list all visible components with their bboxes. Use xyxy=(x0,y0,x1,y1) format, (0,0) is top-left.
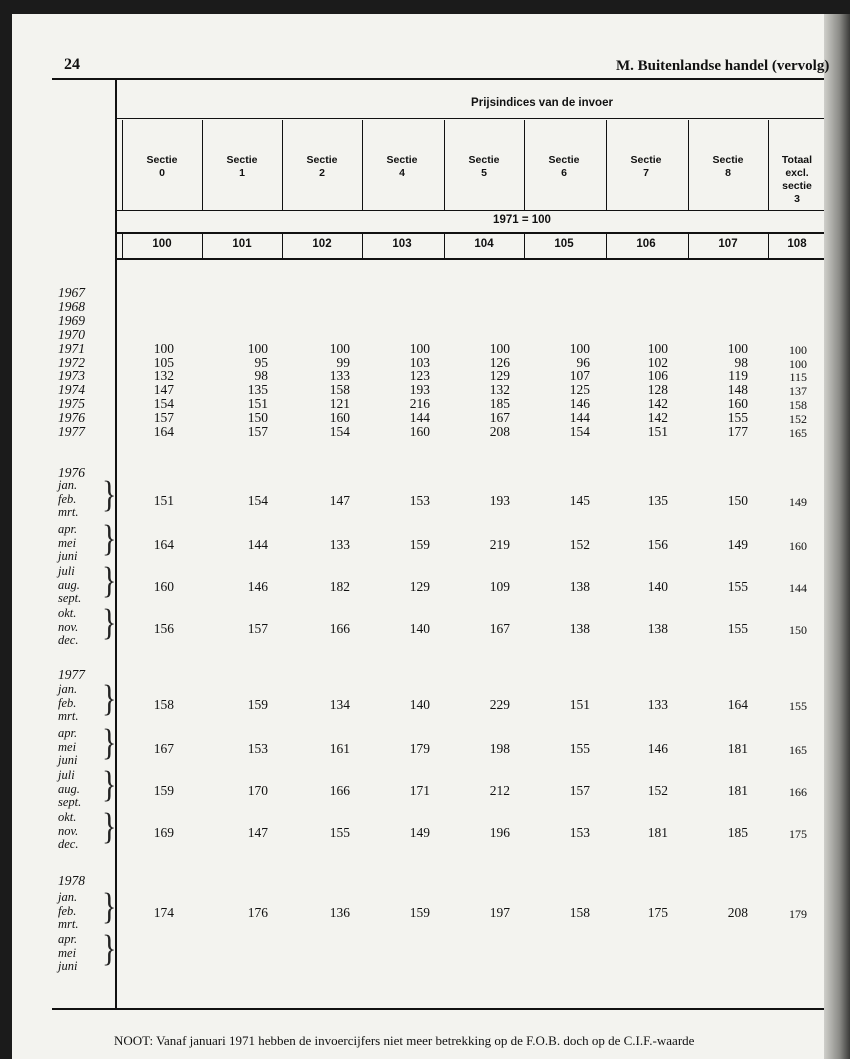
table-cell: 193 xyxy=(489,493,510,508)
table-cell: 164 xyxy=(727,697,748,712)
year-label: 1976 xyxy=(58,410,85,426)
table-cell: 106 xyxy=(647,368,668,384)
quarter-brace: } xyxy=(102,601,117,643)
document-page xyxy=(12,14,830,1059)
year-label: 1975 xyxy=(58,396,85,412)
table-cell: 100 xyxy=(247,340,268,356)
table-cell: 145 xyxy=(569,493,590,508)
table-cell: 132 xyxy=(153,368,174,384)
table-cell: 157 xyxy=(569,783,590,798)
year-label: 1973 xyxy=(58,368,85,384)
column-header-line: Sectie xyxy=(306,154,338,166)
table-cell: 100 xyxy=(153,340,174,356)
table-cell: 193 xyxy=(409,382,430,398)
column-number: 100 xyxy=(152,238,172,250)
quarter-brace: } xyxy=(102,517,117,559)
table-cell: 144 xyxy=(247,537,268,552)
month-label: mei xyxy=(58,535,77,550)
month-label: apr. xyxy=(58,522,78,536)
column-header-line: 0 xyxy=(159,167,165,179)
table-cell: 216 xyxy=(409,396,430,412)
column-header-line: 3 xyxy=(794,193,800,205)
table-cell: 148 xyxy=(727,382,748,398)
quarter-brace: } xyxy=(102,559,117,601)
table-cell: 158 xyxy=(569,905,590,920)
table-cell: 167 xyxy=(153,741,174,756)
table-cell: 152 xyxy=(789,412,807,427)
quarter-brace: } xyxy=(102,885,117,927)
table-cell: 140 xyxy=(409,697,430,712)
table-cell: 155 xyxy=(789,699,807,713)
table-cell: 174 xyxy=(153,905,174,920)
month-label: juni xyxy=(58,959,78,973)
table-cell: 146 xyxy=(569,396,590,412)
month-label: feb. xyxy=(58,695,77,710)
page-number: 24 xyxy=(64,56,80,73)
table-cell: 157 xyxy=(247,424,268,439)
table-cell: 95 xyxy=(254,354,268,370)
column-header-line: Sectie xyxy=(548,154,580,166)
table-cell: 179 xyxy=(789,907,807,921)
column-header xyxy=(688,154,768,180)
table-cell: 196 xyxy=(489,825,510,840)
table-cell: 156 xyxy=(647,537,668,552)
month-label: nov. xyxy=(58,619,79,634)
table-cell: 144 xyxy=(569,410,590,426)
year-label: 1977 xyxy=(58,667,85,682)
month-label: mrt. xyxy=(58,505,79,519)
table-cell: 115 xyxy=(789,370,807,385)
table-cell: 152 xyxy=(569,537,590,552)
year-label: 1970 xyxy=(58,326,85,342)
year-label: 1971 xyxy=(58,340,85,356)
quarter-brace: } xyxy=(102,763,117,805)
table-cell: 121 xyxy=(329,396,350,412)
table-cell: 181 xyxy=(727,741,748,756)
month-label: apr. xyxy=(58,726,78,740)
table-cell: 151 xyxy=(647,424,668,439)
table-cell: 153 xyxy=(409,493,430,508)
column-number: 101 xyxy=(232,238,252,250)
table-cell: 129 xyxy=(489,368,510,384)
table-cell: 166 xyxy=(329,783,350,798)
table-cell: 150 xyxy=(789,623,807,637)
column-header-line: Totaal xyxy=(781,154,813,166)
quarter-brace: } xyxy=(102,927,117,969)
table-cell: 100 xyxy=(409,340,430,356)
colnum-rule-top xyxy=(115,232,824,234)
table-cell: 142 xyxy=(647,396,668,412)
column-number: 104 xyxy=(474,238,494,250)
column-header-line: 5 xyxy=(481,167,487,179)
table-cell: 229 xyxy=(489,697,510,712)
table-cell: 96 xyxy=(576,354,590,370)
table-cell: 159 xyxy=(153,783,174,798)
table-cell: 212 xyxy=(489,783,510,798)
month-label: apr. xyxy=(58,932,78,946)
table-cell: 197 xyxy=(489,905,510,920)
chapter-title: M. Buitenlandse handel (vervolg) xyxy=(616,58,830,74)
table-cell: 98 xyxy=(734,354,748,370)
table-cell: 100 xyxy=(647,340,668,356)
table-cell: 125 xyxy=(569,382,590,398)
month-label: jan. xyxy=(58,478,78,492)
quarter-brace: } xyxy=(102,473,117,515)
table-cell: 149 xyxy=(409,825,430,840)
table-cell: 105 xyxy=(153,354,174,370)
table-cell: 100 xyxy=(489,340,510,356)
table-cell: 147 xyxy=(329,493,350,508)
table-cell: 102 xyxy=(647,354,668,370)
footnote: NOOT: Vanaf januari 1971 hebben de invoercijfers niet meer betrekking op de F.O.B. doch op de C.I.F.-waarde xyxy=(114,1033,695,1048)
table-cell: 138 xyxy=(569,621,590,636)
month-label: juni xyxy=(58,549,78,563)
column-header-line: 8 xyxy=(725,167,731,179)
year-label: 1968 xyxy=(58,298,85,314)
column-header xyxy=(444,154,524,180)
table-cell: 182 xyxy=(329,579,350,594)
month-label: aug. xyxy=(58,781,80,796)
table-cell: 140 xyxy=(647,579,668,594)
table-cell: 132 xyxy=(489,382,510,398)
column-header-line: 4 xyxy=(399,167,405,179)
base-rule xyxy=(115,210,824,211)
column-number: 106 xyxy=(636,238,656,250)
column-header-line: Sectie xyxy=(712,154,744,166)
month-label: mei xyxy=(58,739,77,754)
table-cell: 208 xyxy=(489,424,510,439)
column-header xyxy=(606,154,686,180)
table-cell: 158 xyxy=(329,382,350,398)
column-header-line: 1 xyxy=(239,167,245,179)
year-label: 1977 xyxy=(58,424,85,439)
table-cell: 150 xyxy=(727,493,748,508)
table-cell: 157 xyxy=(153,410,174,426)
table-cell: 164 xyxy=(153,424,174,439)
column-number: 107 xyxy=(718,238,738,250)
table-cell: 159 xyxy=(247,697,268,712)
table-cell: 149 xyxy=(789,495,807,509)
column-header-line: excl. xyxy=(785,167,809,179)
table-cell: 160 xyxy=(153,579,174,594)
table-cell: 219 xyxy=(489,537,510,552)
table-cell: 100 xyxy=(789,356,807,371)
table-cell: 134 xyxy=(329,697,350,712)
column-header-line: 6 xyxy=(561,167,567,179)
table-cell: 160 xyxy=(409,424,430,439)
column-header-line: Sectie xyxy=(386,154,418,166)
table-cell: 155 xyxy=(329,825,350,840)
table-cell: 137 xyxy=(789,384,807,399)
table-cell: 185 xyxy=(489,396,510,412)
month-label: dec. xyxy=(58,633,79,647)
month-label: mrt. xyxy=(58,917,79,931)
table-cell: 154 xyxy=(153,396,174,412)
year-label: 1967 xyxy=(58,285,85,300)
table-cell: 155 xyxy=(727,621,748,636)
month-label: okt. xyxy=(58,606,77,620)
bottom-rule xyxy=(52,1008,824,1010)
table-cell: 160 xyxy=(727,396,748,412)
table-cell: 198 xyxy=(489,741,510,756)
table-cell: 153 xyxy=(247,741,268,756)
column-header xyxy=(282,154,362,180)
table-cell: 133 xyxy=(647,697,668,712)
table-cell: 109 xyxy=(489,579,510,594)
table-cell: 133 xyxy=(329,368,350,384)
table-cell: 151 xyxy=(569,697,590,712)
table-cell: 161 xyxy=(329,741,350,756)
year-label: 1976 xyxy=(58,465,85,480)
table-cell: 119 xyxy=(728,368,748,384)
table-cell: 129 xyxy=(409,579,430,594)
column-number: 103 xyxy=(392,238,412,250)
table-cell: 176 xyxy=(247,905,268,920)
table-cell: 208 xyxy=(727,905,748,920)
table-cell: 157 xyxy=(247,621,268,636)
month-label: feb. xyxy=(58,491,77,506)
table-cell: 156 xyxy=(153,621,174,636)
month-label: juli xyxy=(58,564,75,578)
month-label: juni xyxy=(58,753,78,767)
table-cell: 138 xyxy=(569,579,590,594)
table-cell: 100 xyxy=(329,340,350,356)
table-cell: 123 xyxy=(409,368,430,384)
table-cell: 98 xyxy=(254,368,268,384)
table-cell: 100 xyxy=(569,340,590,356)
month-label: juli xyxy=(58,768,75,782)
month-label: okt. xyxy=(58,810,77,824)
table-cell: 181 xyxy=(727,783,748,798)
top-rule xyxy=(52,78,824,80)
month-label: nov. xyxy=(58,823,79,838)
table-cell: 166 xyxy=(329,621,350,636)
table-cell: 103 xyxy=(409,354,430,370)
table-cell: 142 xyxy=(647,410,668,426)
table-cell: 155 xyxy=(569,741,590,756)
table-cell: 165 xyxy=(789,426,807,440)
month-label: mrt. xyxy=(58,709,79,723)
table-cell: 155 xyxy=(727,579,748,594)
quarter-brace: } xyxy=(102,805,117,847)
year-label: 1969 xyxy=(58,312,85,328)
table-cell: 159 xyxy=(409,905,430,920)
column-header-line: 2 xyxy=(319,167,325,179)
table-cell: 146 xyxy=(647,741,668,756)
table-cell: 181 xyxy=(647,825,668,840)
table-cell: 185 xyxy=(727,825,748,840)
column-header xyxy=(524,154,604,180)
table-cell: 147 xyxy=(153,382,174,398)
column-number: 105 xyxy=(554,238,574,250)
column-header-line: Sectie xyxy=(226,154,258,166)
colnum-rule-bottom xyxy=(115,258,824,260)
month-label: aug. xyxy=(58,577,80,592)
month-label: mei xyxy=(58,945,77,960)
column-header xyxy=(766,154,828,206)
table-cell: 154 xyxy=(569,424,590,439)
column-header-line: Sectie xyxy=(630,154,662,166)
table-cell: 154 xyxy=(329,424,350,439)
table-cell: 100 xyxy=(727,340,748,356)
table-cell: 154 xyxy=(247,493,268,508)
table-cell: 140 xyxy=(409,621,430,636)
table-cell: 147 xyxy=(247,825,268,840)
table-cell: 138 xyxy=(647,621,668,636)
table-cell: 164 xyxy=(153,537,174,552)
table-cell: 99 xyxy=(336,354,350,370)
table-cell: 159 xyxy=(409,537,430,552)
base-year: 1971 = 100 xyxy=(493,214,551,226)
table-cell: 167 xyxy=(489,621,510,636)
month-label: jan. xyxy=(58,682,78,696)
table-cell: 136 xyxy=(329,905,350,920)
table-cell: 144 xyxy=(789,581,807,595)
month-label: sept. xyxy=(58,795,82,809)
table-cell: 107 xyxy=(569,368,590,384)
table-cell: 128 xyxy=(647,382,668,398)
column-number: 108 xyxy=(787,238,807,250)
table-cell: 152 xyxy=(647,783,668,798)
table-cell: 171 xyxy=(409,783,430,798)
month-label: jan. xyxy=(58,890,78,904)
column-header-line: 7 xyxy=(643,167,649,179)
quarter-brace: } xyxy=(102,721,117,763)
table-cell: 151 xyxy=(153,493,174,508)
month-label: dec. xyxy=(58,837,79,851)
month-label: sept. xyxy=(58,591,82,605)
table-cell: 160 xyxy=(329,410,350,426)
table-caption: Prijsindices van de invoer xyxy=(471,97,613,109)
table-cell: 160 xyxy=(789,539,807,553)
table-cell: 135 xyxy=(247,382,268,398)
table-cell: 165 xyxy=(789,743,807,757)
year-label: 1972 xyxy=(58,354,85,370)
column-header-line: sectie xyxy=(782,180,812,192)
table-cell: 177 xyxy=(727,424,748,439)
month-label: feb. xyxy=(58,903,77,918)
table-cell: 167 xyxy=(489,410,510,426)
column-number: 102 xyxy=(312,238,332,250)
column-header-line: Sectie xyxy=(468,154,500,166)
table-cell: 153 xyxy=(569,825,590,840)
table-cell: 135 xyxy=(647,493,668,508)
column-header-line: Sectie xyxy=(146,154,178,166)
table-cell: 150 xyxy=(247,410,268,426)
table-cell: 100 xyxy=(789,342,807,357)
table-cell: 166 xyxy=(789,785,807,799)
table-cell: 175 xyxy=(789,827,807,841)
table-cell: 158 xyxy=(789,398,807,413)
caption-rule xyxy=(115,118,824,119)
column-header xyxy=(122,154,202,180)
table-cell: 149 xyxy=(727,537,748,552)
table-cell: 126 xyxy=(489,354,510,370)
table-cell: 169 xyxy=(153,825,174,840)
table-cell: 146 xyxy=(247,579,268,594)
table-cell: 155 xyxy=(727,410,748,426)
column-header xyxy=(202,154,282,180)
table-cell: 133 xyxy=(329,537,350,552)
table-cell: 144 xyxy=(409,410,430,426)
table-cell: 158 xyxy=(153,697,174,712)
year-label: 1974 xyxy=(58,382,85,398)
table-cell: 170 xyxy=(247,783,268,798)
table-cell: 175 xyxy=(647,905,668,920)
table-cell: 179 xyxy=(409,741,430,756)
column-header xyxy=(362,154,442,180)
year-label: 1978 xyxy=(58,873,85,888)
quarter-brace: } xyxy=(102,677,117,719)
table-cell: 151 xyxy=(247,396,268,412)
